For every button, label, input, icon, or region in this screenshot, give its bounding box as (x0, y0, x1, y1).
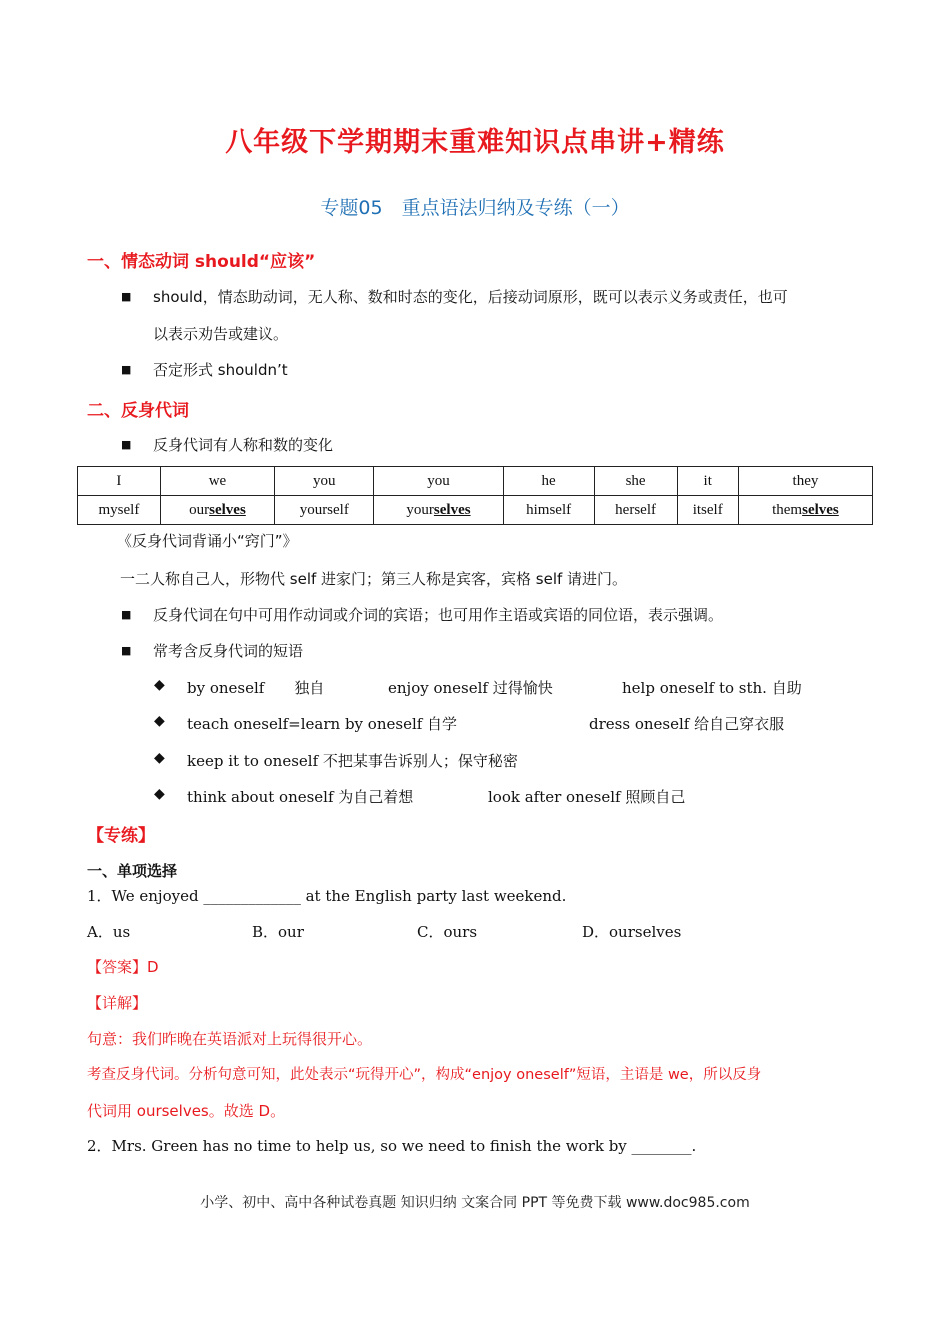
phrase-item: look after oneself 照顾自己 (488, 788, 686, 806)
section1-bullet2: 否定形式 shouldn’t (153, 361, 288, 379)
table-cell: ourselves (160, 496, 274, 525)
table-cell: itself (677, 496, 738, 525)
phrase-item: keep it to oneself 不把某事告诉别人；保守秘密 (187, 752, 518, 770)
table-cell: she (594, 467, 677, 496)
practice-heading: 【专练】 (87, 826, 155, 846)
table-cell: we (160, 467, 274, 496)
diamond-bullet-icon: ◆ (154, 786, 165, 802)
table-cell: he (503, 467, 594, 496)
section1-bullet1-line1: should，情态助动词，无人称、数和时态的变化，后接动词原形，既可以表示义务或责任，也可 (153, 288, 788, 306)
rhyme-text: 一二人称自己人，形物代 self 进家门；第三人称是宾客，宾格 self 请进门。 (120, 570, 628, 588)
square-bullet-icon: ■ (121, 363, 132, 376)
square-bullet-icon: ■ (121, 608, 132, 621)
table-cell: yourselves (374, 496, 503, 525)
square-bullet-icon: ■ (121, 438, 132, 451)
table-cell: you (275, 467, 374, 496)
question-2: 2．Mrs. Green has no time to help us, so we need to finish the work by ________. (87, 1137, 697, 1155)
table-cell: they (738, 467, 872, 496)
table-cell: I (78, 467, 161, 496)
answer-label: 【答案】D (87, 958, 159, 976)
detail-line-2: 考查反身代词。分析句意可知，此处表示“玩得开心”，构成“enjoy oneself”短语，主语是 we，所以反身 (87, 1067, 762, 1083)
square-bullet-icon: ■ (121, 644, 132, 657)
reflexive-pronoun-table (77, 466, 873, 525)
phrase-item: teach oneself=learn by oneself 自学 (187, 715, 458, 733)
diamond-bullet-icon: ◆ (154, 677, 165, 693)
table-cell: himself (503, 496, 594, 525)
phrase-item: by oneself 独自 (187, 679, 325, 697)
option-c: C．ours (417, 923, 478, 941)
question-1: 1．We enjoyed _____________ at the English party last weekend. (87, 887, 567, 905)
diamond-bullet-icon: ◆ (154, 713, 165, 729)
table-row (78, 496, 873, 525)
section2-bullet1: 反身代词有人称和数的变化 (153, 436, 334, 454)
section1-bullet1-line2: 以表示劝告或建议。 (153, 325, 289, 343)
section2-heading: 二、反身代词 (87, 401, 189, 421)
rhyme-title: 《反身代词背诵小“窍门”》 (117, 532, 298, 550)
page-subtitle: 专题05 重点语法归纳及专练（一） (320, 197, 630, 219)
practice-subheading: 一、单项选择 (87, 862, 178, 880)
detail-label: 【详解】 (87, 994, 148, 1012)
phrase-item: help oneself to sth. 自助 (622, 679, 802, 697)
section1-heading: 一、情态动词 should“应该” (87, 252, 316, 272)
phrase-item: enjoy oneself 过得愉快 (388, 679, 553, 697)
diamond-bullet-icon: ◆ (154, 750, 165, 766)
square-bullet-icon: ■ (121, 290, 132, 303)
section2-bullet2: 反身代词在句中可用作动词或介词的宾语；也可用作主语或宾语的同位语，表示强调。 (153, 606, 724, 624)
page-footer: 小学、初中、高中各种试卷真题 知识归纳 文案合同 PPT 等免费下载 www.doc985.com (200, 1195, 750, 1211)
section2-bullet3: 常考含反身代词的短语 (153, 642, 304, 660)
table-cell: it (677, 467, 738, 496)
option-a: A．us (87, 923, 131, 941)
detail-line-3: 代词用 ourselves。故选 D。 (87, 1102, 286, 1120)
phrase-item: dress oneself 给自己穿衣服 (589, 715, 785, 733)
page-title: 八年级下学期期末重难知识点串讲+精练 (225, 127, 725, 158)
table-cell: themselves (738, 496, 872, 525)
detail-line-1: 句意：我们昨晚在英语派对上玩得很开心。 (87, 1030, 373, 1048)
table-row (78, 467, 873, 496)
table-cell: yourself (275, 496, 374, 525)
table-cell: herself (594, 496, 677, 525)
phrase-item: think about oneself 为自己着想 (187, 788, 414, 806)
table-cell: you (374, 467, 503, 496)
option-d: D．ourselves (582, 923, 682, 941)
option-b: B．our (252, 923, 304, 941)
table-cell: myself (78, 496, 161, 525)
